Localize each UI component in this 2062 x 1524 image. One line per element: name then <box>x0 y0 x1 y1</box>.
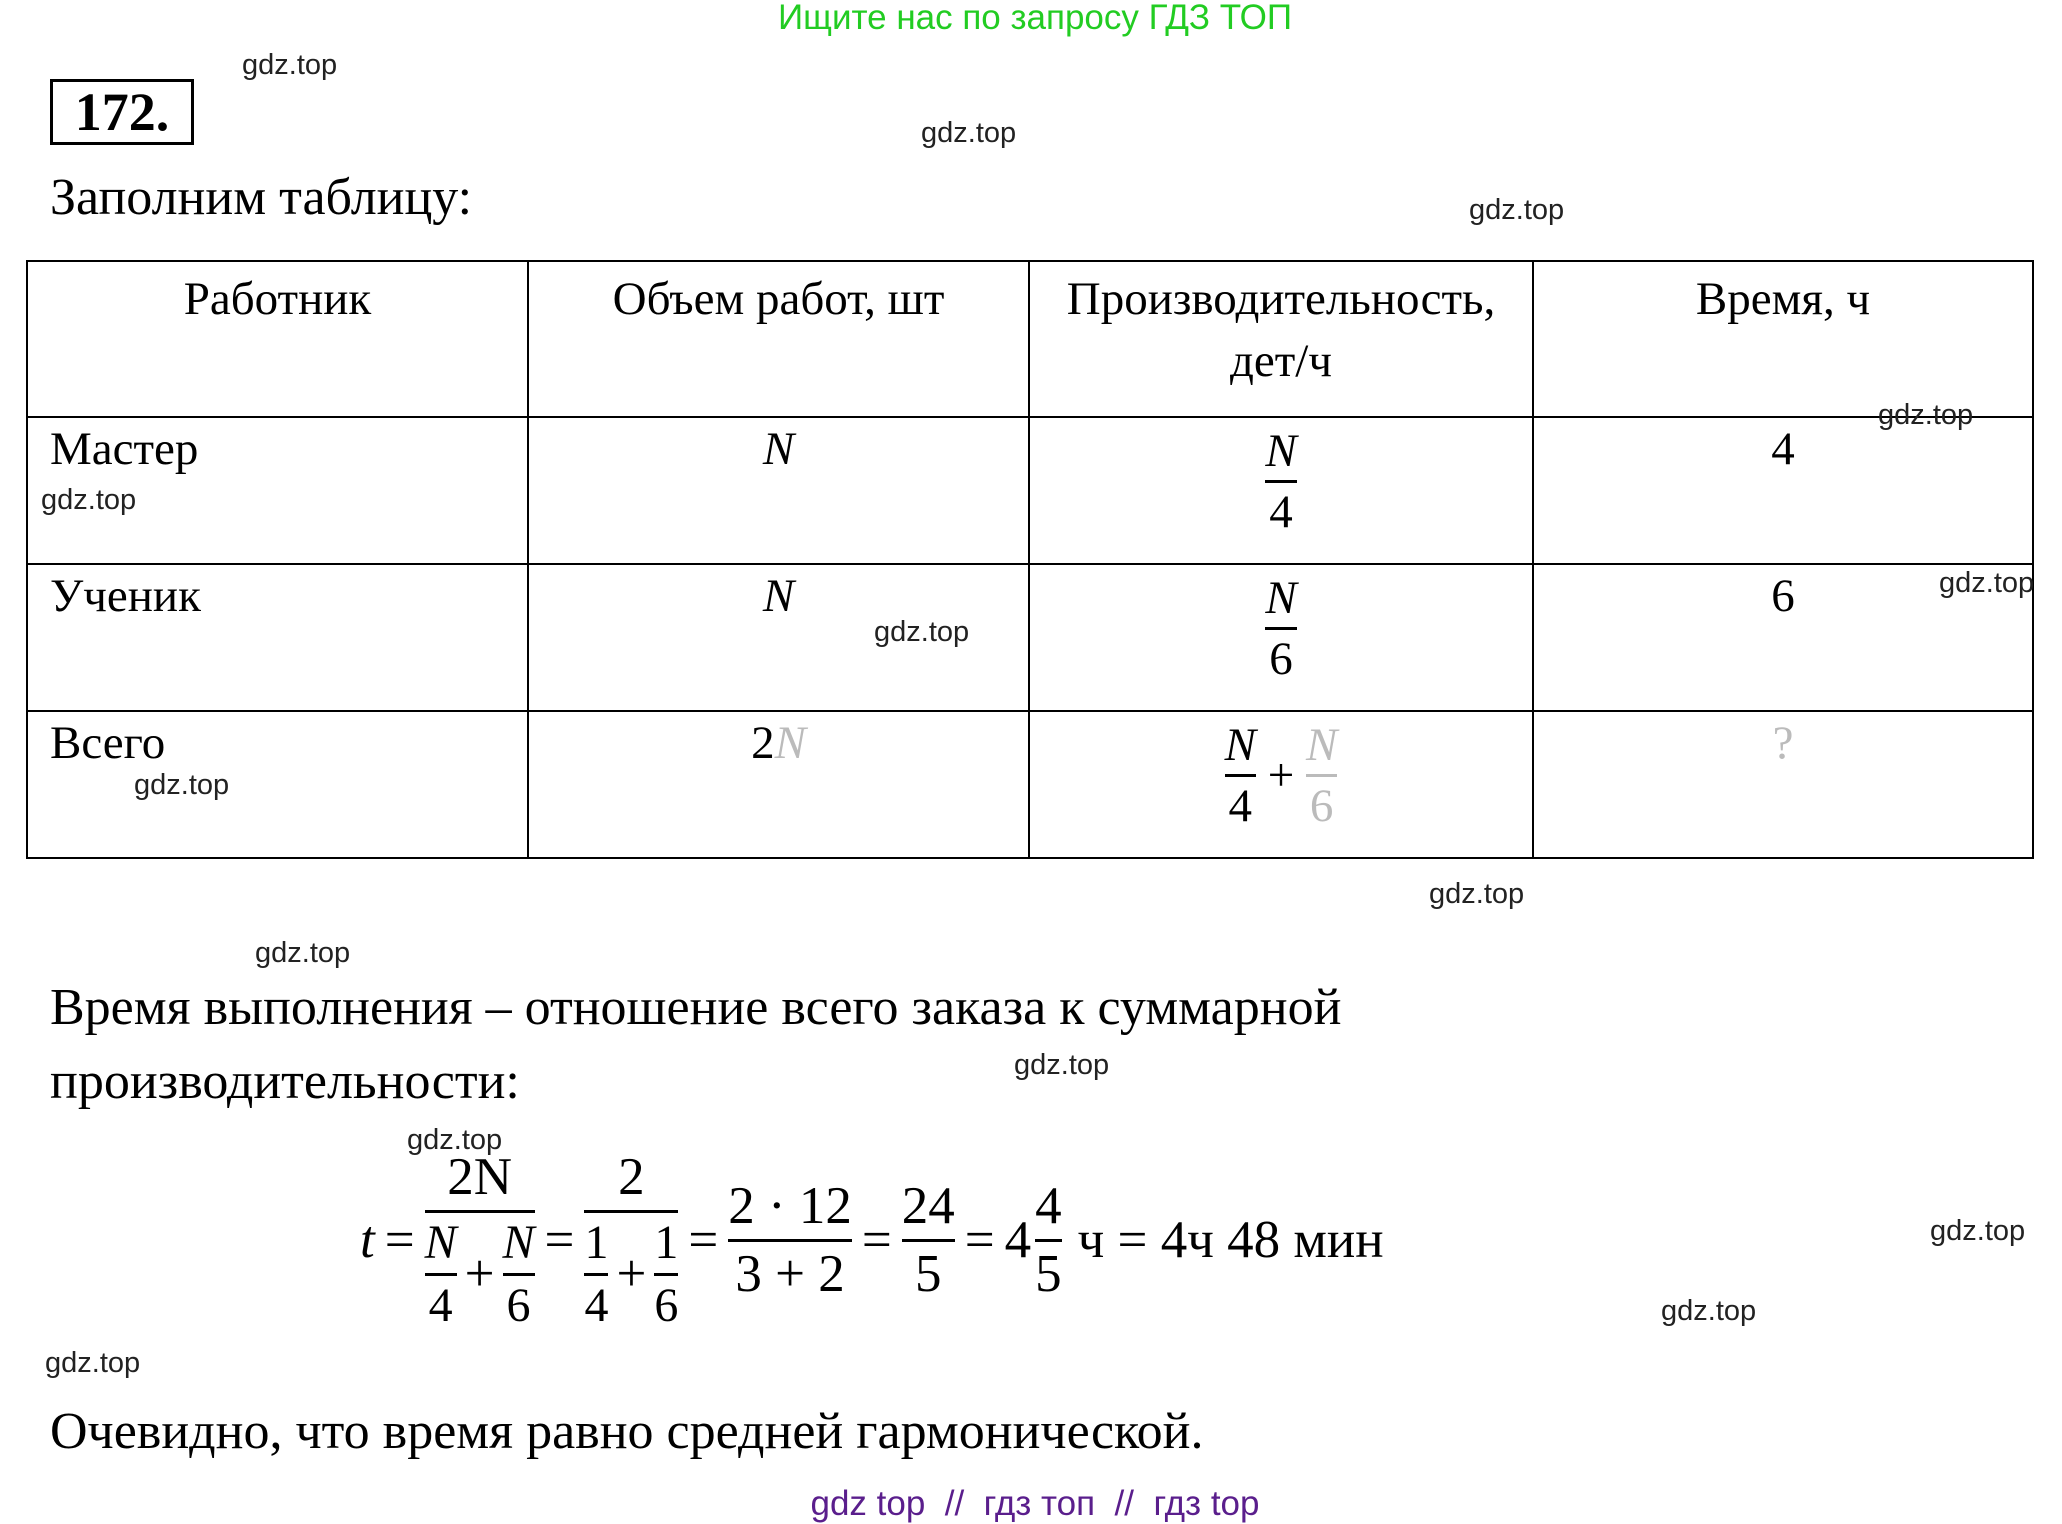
table-row <box>27 417 2033 564</box>
equals-sign: = <box>384 1211 415 1269</box>
watermark: gdz.top <box>407 1124 503 1156</box>
fraction-2-numerator: 2 <box>618 1147 645 1206</box>
worker-name: Ученик <box>27 564 528 711</box>
time-cell: ? <box>1533 711 2033 858</box>
rate-numerator: N <box>1265 425 1297 477</box>
equals-sign: = <box>544 1211 575 1269</box>
table-row-total <box>27 711 2033 858</box>
watermark: gdz.top <box>874 616 970 648</box>
plus-sign: + <box>464 1244 495 1303</box>
watermark: gdz.top <box>45 1347 141 1379</box>
header-worker: Работник <box>27 261 528 417</box>
formula-result: ч = 4ч 48 мин <box>1077 1211 1384 1269</box>
plus-sign: + <box>1267 749 1295 802</box>
term-numerator: N <box>502 1215 535 1269</box>
term-numerator: 1 <box>654 1215 679 1269</box>
problem-number: 172. <box>50 79 194 145</box>
term-denominator: 6 <box>506 1278 531 1332</box>
fraction-4-numerator: 24 <box>901 1176 955 1235</box>
rate-denominator: 6 <box>1269 633 1293 685</box>
watermark: gdz.top <box>255 937 351 969</box>
watermark: gdz.top <box>242 49 338 81</box>
formula-var-t: t <box>360 1211 375 1269</box>
term-denominator: 4 <box>584 1278 609 1332</box>
term-denominator: 6 <box>654 1278 679 1332</box>
formula <box>360 1147 1384 1332</box>
plus-sign: + <box>616 1244 647 1303</box>
volume-cell: N <box>528 417 1029 564</box>
worker-name: Всего <box>27 711 528 858</box>
header-time: Время, ч <box>1533 261 2033 417</box>
search-hint-banner: Ищите нас по запросу ГДЗ ТОП <box>778 0 1292 37</box>
watermark: gdz.top <box>1429 878 1525 910</box>
term-denominator: 4 <box>428 1278 453 1332</box>
fraction-3-denominator: 3 + 2 <box>735 1244 845 1303</box>
volume-var: N <box>774 717 806 769</box>
mixed-fraction <box>1035 1176 1062 1303</box>
fraction-1 <box>424 1147 535 1332</box>
volume-coef: 2 <box>751 717 775 769</box>
rate-cell <box>1029 417 1533 564</box>
watermark: gdz.top <box>41 484 137 516</box>
table-row <box>27 564 2033 711</box>
mixed-whole: 4 <box>1004 1211 1032 1269</box>
time-cell: 4 <box>1533 417 2033 564</box>
header-rate-line1: Производительность, <box>1066 273 1496 325</box>
rate-b-denominator: 6 <box>1309 780 1334 832</box>
conclusion-text: Очевидно, что время равно средней гармонической. <box>50 1403 1204 1460</box>
rate-cell <box>1029 711 1533 858</box>
watermark: gdz.top <box>1878 399 1974 431</box>
watermark: gdz.top <box>1661 1295 1757 1327</box>
mixed-denominator: 5 <box>1035 1244 1062 1303</box>
term-numerator: N <box>424 1215 457 1269</box>
volume-cell <box>528 711 1029 858</box>
solution-table <box>26 260 2034 859</box>
equals-sign: = <box>688 1211 719 1269</box>
header-rate <box>1029 261 1533 417</box>
footer-watermark: gdz top // гдз топ // гдз top <box>810 1484 1260 1523</box>
fraction-4 <box>901 1176 955 1303</box>
intro-text: Заполним таблицу: <box>50 169 473 226</box>
rate-b-numerator: N <box>1306 719 1338 771</box>
fraction-4-denominator: 5 <box>915 1244 942 1303</box>
equals-sign: = <box>861 1211 892 1269</box>
rate-cell <box>1029 564 1533 711</box>
watermark: gdz.top <box>1939 567 2035 599</box>
watermark: gdz.top <box>1469 194 1565 226</box>
rate-denominator: 4 <box>1269 486 1293 538</box>
rate-a-numerator: N <box>1224 719 1256 771</box>
volume-cell: N <box>528 564 1029 711</box>
equals-sign: = <box>964 1211 995 1269</box>
watermark: gdz.top <box>134 769 230 801</box>
fraction-3-numerator: 2 · 12 <box>728 1176 852 1235</box>
fraction-1-numerator: 2N <box>447 1147 512 1206</box>
header-rate-line2: дет/ч <box>1229 335 1332 387</box>
rate-a-denominator: 4 <box>1228 780 1253 832</box>
explanation-line-2: производительности: <box>50 1053 520 1110</box>
table-header-row <box>27 261 2033 417</box>
rate-numerator: N <box>1265 572 1297 624</box>
term-numerator: 1 <box>584 1215 609 1269</box>
watermark: gdz.top <box>1014 1049 1110 1081</box>
fraction-2 <box>584 1147 679 1332</box>
mixed-numerator: 4 <box>1035 1176 1062 1235</box>
header-volume: Объем работ, шт <box>528 261 1029 417</box>
watermark: gdz.top <box>1930 1215 2026 1247</box>
watermark: gdz.top <box>921 117 1017 149</box>
fraction-3 <box>728 1176 852 1303</box>
explanation-line-1: Время выполнения – отношение всего заказа к суммарной <box>50 979 1342 1036</box>
time-cell: 6 <box>1533 564 2033 711</box>
worker-name: Мастер <box>27 417 528 564</box>
